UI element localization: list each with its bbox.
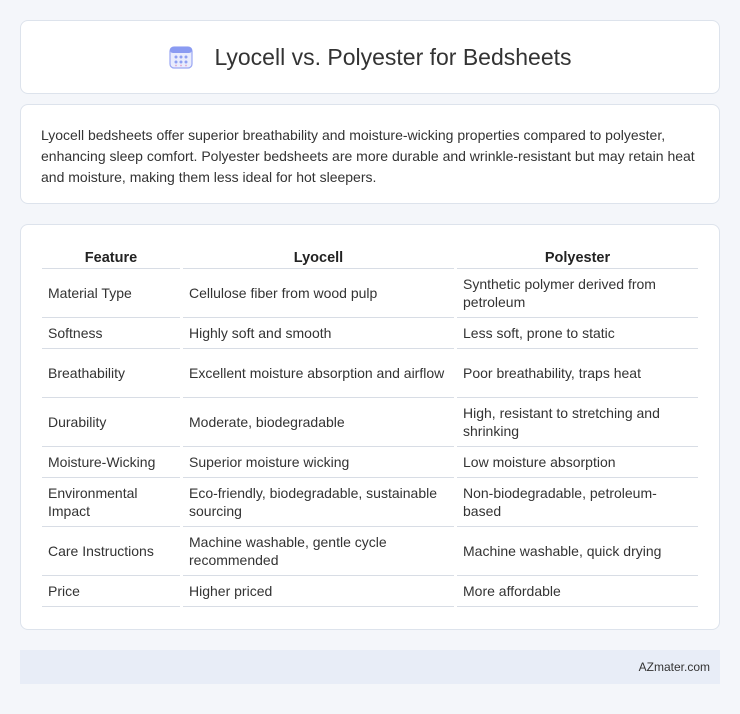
cell-polyester: Machine washable, quick drying xyxy=(457,527,698,576)
cell-polyester: Non-biodegradable, petroleum-based xyxy=(457,478,698,527)
calendar-icon xyxy=(168,44,194,70)
cell-feature: Care Instructions xyxy=(42,527,180,576)
comparison-table xyxy=(39,245,701,607)
title-card xyxy=(20,20,720,94)
cell-lyocell: Cellulose fiber from wood pulp xyxy=(183,269,454,318)
table-row xyxy=(42,318,698,349)
cell-feature: Environmental Impact xyxy=(42,478,180,527)
page-title: Lyocell vs. Polyester for Bedsheets xyxy=(214,43,572,70)
cell-lyocell: Higher priced xyxy=(183,576,454,607)
footer-credit: AZmater.com xyxy=(638,660,710,674)
table-row xyxy=(42,269,698,318)
header-feature: Feature xyxy=(42,245,180,269)
table-row xyxy=(42,478,698,527)
cell-feature: Breathability xyxy=(42,349,180,398)
cell-polyester: Synthetic polymer derived from petroleum xyxy=(457,269,698,318)
table-row xyxy=(42,447,698,478)
summary-card xyxy=(20,104,720,204)
cell-lyocell: Machine washable, gentle cycle recommended xyxy=(183,527,454,576)
cell-feature: Durability xyxy=(42,398,180,447)
table-row xyxy=(42,398,698,447)
table-row xyxy=(42,527,698,576)
table-header-row xyxy=(42,245,698,269)
cell-feature: Material Type xyxy=(42,269,180,318)
table-row xyxy=(42,576,698,607)
table-row xyxy=(42,349,698,398)
cell-feature: Moisture-Wicking xyxy=(42,447,180,478)
cell-lyocell: Highly soft and smooth xyxy=(183,318,454,349)
cell-lyocell: Moderate, biodegradable xyxy=(183,398,454,447)
cell-polyester: High, resistant to stretching and shrinking xyxy=(457,398,698,447)
cell-polyester: Less soft, prone to static xyxy=(457,318,698,349)
cell-feature: Softness xyxy=(42,318,180,349)
summary-text: Lyocell bedsheets offer superior breathability and moisture-wicking properties compared to polyester, enhancing sleep comfort. Polyester bedsheets are more durable and wrinkle-resistant but may retain heat and moisture, making them less ideal for hot sleepers. xyxy=(41,127,695,185)
cell-polyester: Poor breathability, traps heat xyxy=(457,349,698,398)
cell-lyocell: Excellent moisture absorption and airflow xyxy=(183,349,454,398)
cell-polyester: Low moisture absorption xyxy=(457,447,698,478)
footer xyxy=(20,650,720,684)
header-lyocell: Lyocell xyxy=(183,245,454,269)
header-polyester: Polyester xyxy=(457,245,698,269)
cell-lyocell: Eco-friendly, biodegradable, sustainable sourcing xyxy=(183,478,454,527)
cell-lyocell: Superior moisture wicking xyxy=(183,447,454,478)
cell-feature: Price xyxy=(42,576,180,607)
cell-polyester: More affordable xyxy=(457,576,698,607)
comparison-table-card xyxy=(20,224,720,630)
